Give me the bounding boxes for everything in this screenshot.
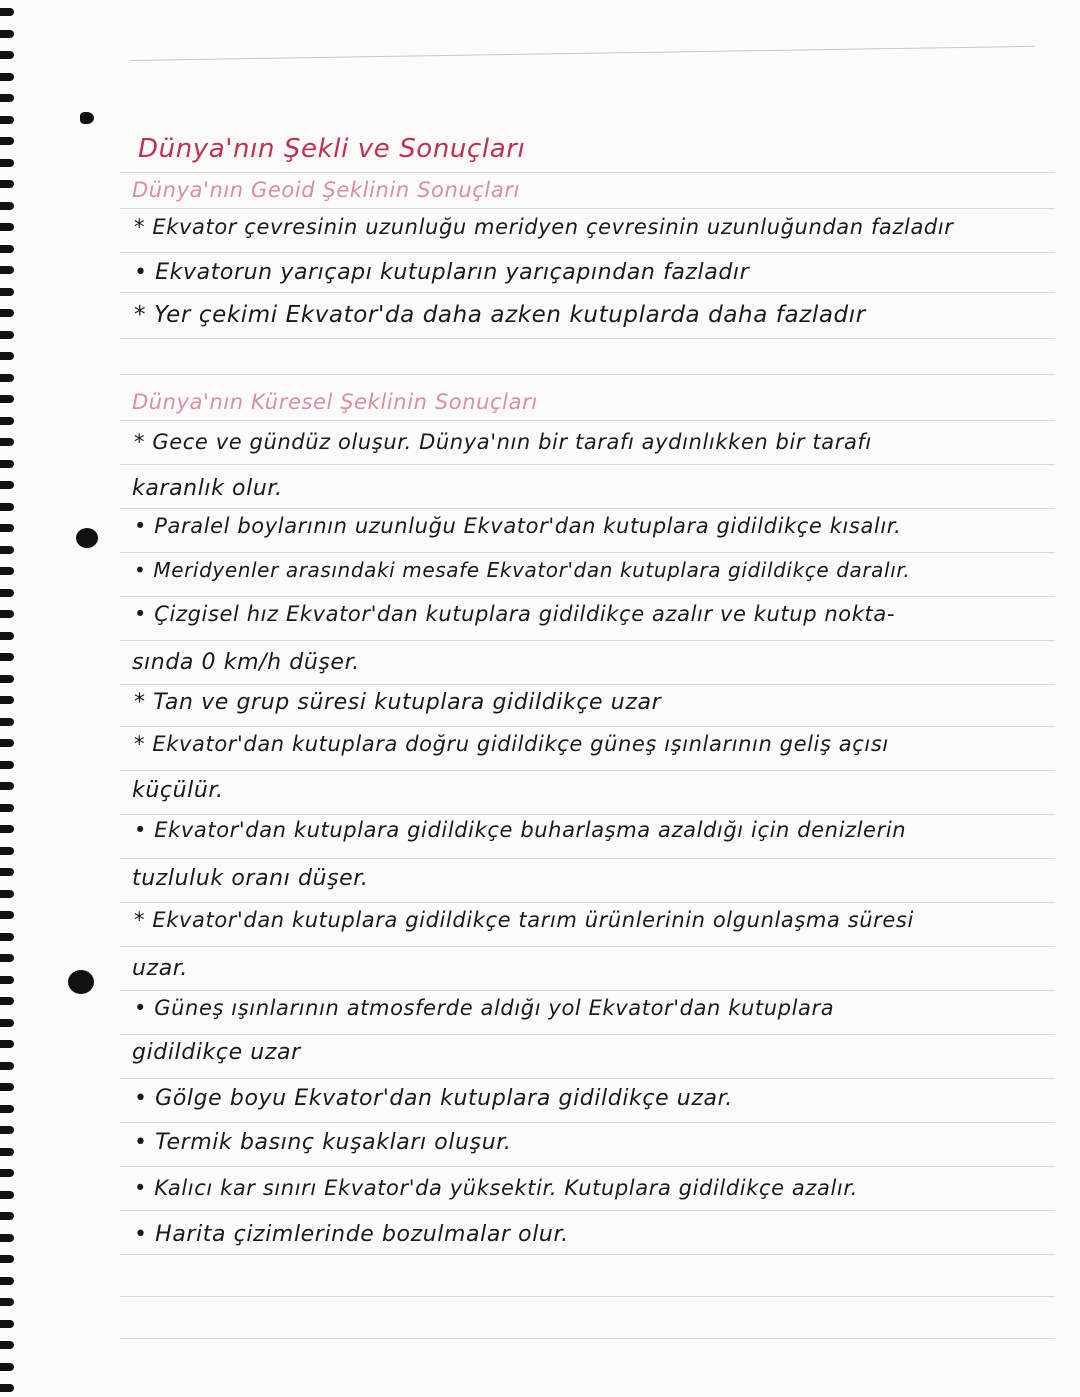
ruled-line <box>120 374 1055 375</box>
section-heading-spherical: Dünya'nın Küresel Şeklinin Sonuçları <box>132 390 538 414</box>
spiral-hole <box>0 1234 14 1242</box>
spiral-hole <box>0 1191 14 1199</box>
spiral-hole <box>0 653 14 661</box>
spiral-hole <box>0 417 14 425</box>
spiral-hole <box>0 202 14 210</box>
list-item: * Gece ve gündüz oluşur. Dünya'nın bir tarafı aydınlıkken bir tarafı <box>134 430 872 454</box>
list-item-continuation: karanlık olur. <box>132 476 283 501</box>
spiral-hole <box>0 632 14 640</box>
spiral-hole <box>0 1062 14 1070</box>
list-item-continuation: küçülür. <box>132 778 224 803</box>
ruled-line <box>120 1254 1055 1255</box>
spiral-hole <box>0 868 14 876</box>
ruled-line <box>120 508 1055 509</box>
spiral-hole <box>0 1019 14 1027</box>
spiral-hole <box>0 1169 14 1177</box>
spiral-hole <box>0 331 14 339</box>
ruled-line <box>120 858 1055 859</box>
list-item: • Harita çizimlerinde bozulmalar olur. <box>134 1222 569 1247</box>
ruled-line <box>120 990 1055 991</box>
ruled-line <box>120 770 1055 771</box>
spiral-hole <box>0 954 14 962</box>
spiral-hole <box>0 1363 14 1371</box>
spiral-hole <box>0 976 14 984</box>
ruled-line <box>120 902 1055 903</box>
spiral-hole <box>0 180 14 188</box>
ruled-line <box>130 46 1035 61</box>
spiral-hole <box>0 245 14 253</box>
spiral-hole <box>0 1298 14 1306</box>
ruled-line <box>120 596 1055 597</box>
spiral-hole <box>0 1083 14 1091</box>
spiral-hole <box>0 223 14 231</box>
ruled-line <box>120 1166 1055 1167</box>
spiral-hole <box>0 825 14 833</box>
spiral-hole <box>0 696 14 704</box>
spiral-hole <box>0 761 14 769</box>
ruled-line <box>120 640 1055 641</box>
ruled-line <box>120 252 1055 253</box>
ruled-line <box>120 552 1055 553</box>
spiral-hole <box>0 739 14 747</box>
list-item-continuation: gidildikçe uzar <box>132 1040 301 1065</box>
ruled-line <box>120 208 1055 209</box>
ruled-line <box>120 1210 1055 1211</box>
spiral-hole <box>0 1148 14 1156</box>
list-item: • Kalıcı kar sınırı Ekvator'da yüksektir. Kutuplara gidildikçe azalır. <box>134 1176 858 1200</box>
spiral-hole <box>0 1320 14 1328</box>
spiral-hole <box>0 1105 14 1113</box>
spiral-hole <box>0 1384 14 1392</box>
list-item: * Yer çekimi Ekvator'da daha azken kutuplarda daha fazladır <box>134 302 866 328</box>
spiral-hole <box>0 524 14 532</box>
page-title: Dünya'nın Şekli ve Sonuçları <box>138 134 526 164</box>
spiral-hole <box>0 481 14 489</box>
spiral-hole <box>0 782 14 790</box>
ruled-line <box>120 946 1055 947</box>
spiral-hole <box>0 1126 14 1134</box>
spiral-hole <box>0 503 14 511</box>
list-item: * Tan ve grup süresi kutuplara gidildikçe uzar <box>134 690 662 715</box>
spiral-hole <box>0 804 14 812</box>
list-item-continuation: uzar. <box>132 956 188 981</box>
notebook-spiral-binding <box>0 0 18 1397</box>
spiral-hole <box>0 610 14 618</box>
spiral-hole <box>0 94 14 102</box>
ruled-line <box>120 292 1055 293</box>
spiral-hole <box>0 675 14 683</box>
section-heading-geoid: Dünya'nın Geoid Şeklinin Sonuçları <box>132 178 520 202</box>
list-item: • Ekvator'dan kutuplara gidildikçe buharlaşma azaldığı için denizlerin <box>134 818 907 842</box>
ruled-line <box>120 1034 1055 1035</box>
list-item: • Gölge boyu Ekvator'dan kutuplara gidildikçe uzar. <box>134 1086 733 1111</box>
ruled-line <box>120 684 1055 685</box>
spiral-hole <box>0 933 14 941</box>
spiral-hole <box>0 438 14 446</box>
spiral-hole <box>0 1040 14 1048</box>
list-item: • Ekvatorun yarıçapı kutupların yarıçapından fazladır <box>134 260 750 285</box>
spiral-hole <box>0 911 14 919</box>
spiral-hole <box>0 352 14 360</box>
spiral-hole <box>0 266 14 274</box>
ruled-line <box>120 1338 1055 1339</box>
spiral-hole <box>0 73 14 81</box>
list-item: • Çizgisel hız Ekvator'dan kutuplara gidildikçe azalır ve kutup nokta- <box>134 602 895 626</box>
margin-dot <box>68 970 94 994</box>
spiral-hole <box>0 137 14 145</box>
margin-dot <box>76 528 98 548</box>
ruled-line <box>120 1122 1055 1123</box>
ruled-line <box>120 464 1055 465</box>
spiral-hole <box>0 288 14 296</box>
spiral-hole <box>0 1341 14 1349</box>
list-item: * Ekvator'dan kutuplara doğru gidildikçe güneş ışınlarının geliş açısı <box>134 732 889 756</box>
margin-dot <box>80 112 94 124</box>
list-item-continuation: tuzluluk oranı düşer. <box>132 866 369 891</box>
spiral-hole <box>0 460 14 468</box>
spiral-hole <box>0 567 14 575</box>
ruled-line <box>120 338 1055 339</box>
list-item: • Güneş ışınlarının atmosferde aldığı yol Ekvator'dan kutuplara <box>134 996 835 1020</box>
ruled-line <box>120 1078 1055 1079</box>
list-item: • Paralel boylarının uzunluğu Ekvator'dan kutuplara gidildikçe kısalır. <box>134 514 902 538</box>
list-item: * Ekvator'dan kutuplara gidildikçe tarım ürünlerinin olgunlaşma süresi <box>134 908 914 932</box>
spiral-hole <box>0 51 14 59</box>
list-item-continuation: sında 0 km/h düşer. <box>132 650 360 675</box>
spiral-hole <box>0 718 14 726</box>
spiral-hole <box>0 8 14 16</box>
spiral-hole <box>0 395 14 403</box>
list-item: • Termik basınç kuşakları oluşur. <box>134 1130 512 1155</box>
ruled-line <box>120 1296 1055 1297</box>
spiral-hole <box>0 159 14 167</box>
list-item: • Meridyenler arasındaki mesafe Ekvator'dan kutuplara gidildikçe daralır. <box>134 558 911 582</box>
list-item: * Ekvator çevresinin uzunluğu meridyen çevresinin uzunluğundan fazladır <box>134 215 954 239</box>
spiral-hole <box>0 1255 14 1263</box>
spiral-hole <box>0 589 14 597</box>
spiral-hole <box>0 847 14 855</box>
spiral-hole <box>0 890 14 898</box>
ruled-line <box>120 814 1055 815</box>
spiral-hole <box>0 997 14 1005</box>
spiral-hole <box>0 30 14 38</box>
ruled-line <box>120 420 1055 421</box>
spiral-hole <box>0 116 14 124</box>
spiral-hole <box>0 309 14 317</box>
spiral-hole <box>0 546 14 554</box>
ruled-line <box>120 726 1055 727</box>
ruled-line <box>120 172 1055 173</box>
spiral-hole <box>0 1212 14 1220</box>
spiral-hole <box>0 1277 14 1285</box>
spiral-hole <box>0 374 14 382</box>
